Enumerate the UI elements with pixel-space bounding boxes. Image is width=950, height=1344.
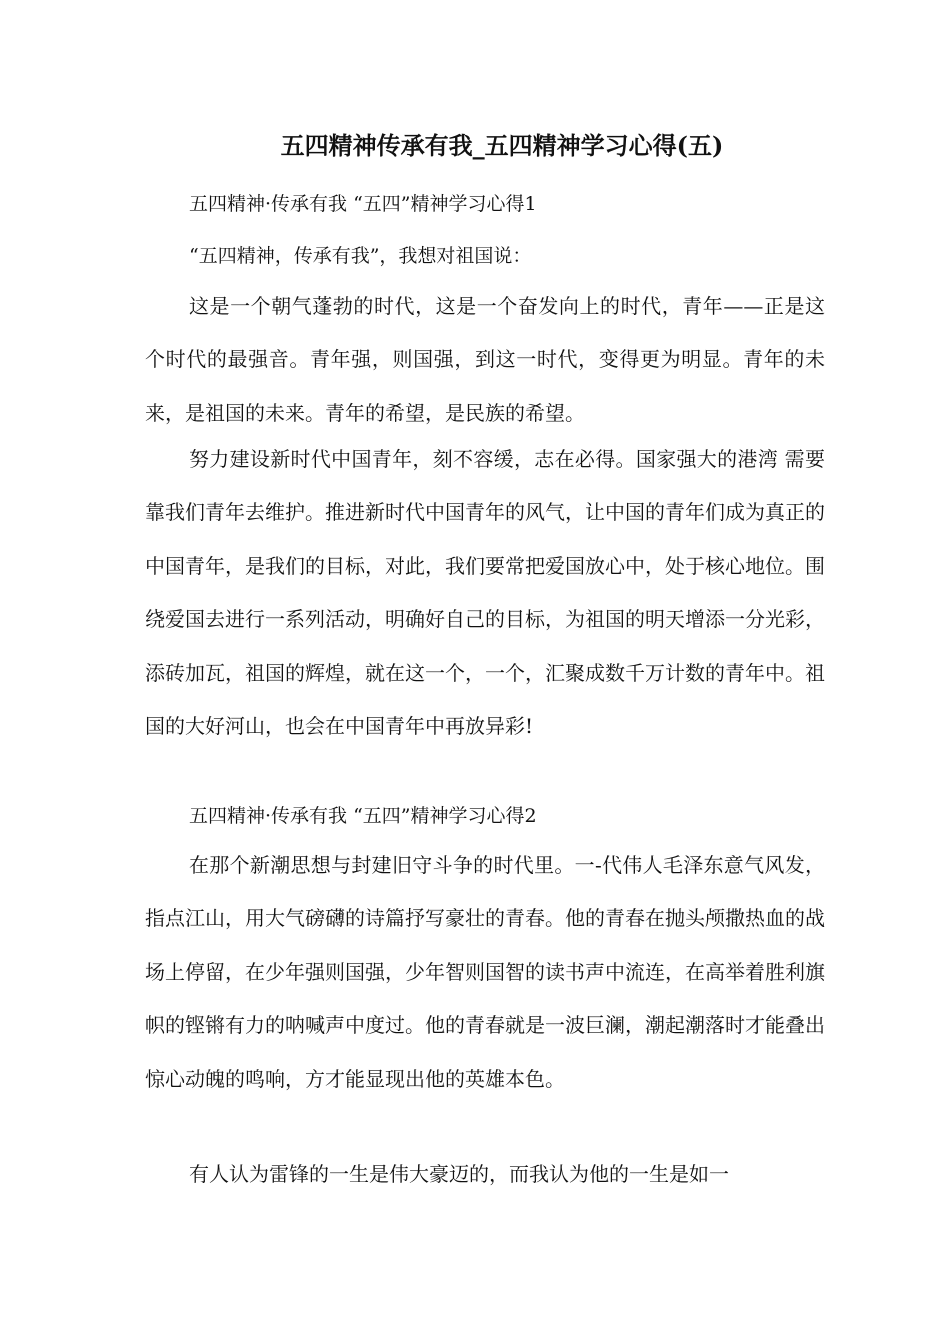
paragraph-3: 努力建设新时代中国青年，刻不容缓，志在必得。国家强大的港湾 需要靠我们青年去维护。推进新时代中国青年的风气，让中国的青年们成为真正的中国青年，是我们的目标，对此，我们要常把爱国放心中，处于核心地位。围绕爱国去进行一系列活动，明确好自己的目标，为祖国的明天增添一分光彩，添砖加瓦，祖国的辉煌，就在这一个，一个，汇聚成数千万计数的青年中。祖国的大好河山，也会在中国青年中再放异彩! <box>145 447 825 739</box>
section-heading-2: 五四精神·传承有我 “五四”精神学习心得2 <box>189 805 537 827</box>
paragraph-4: 在那个新潮思想与封建旧守斗争的时代里。一-代伟人毛泽东意气风发，指点江山，用大气磅礴的诗篇抒写豪壮的青春。他的青春在抛头颅撒热血的战场上停留，在少年强则国强，少年智则国智的读书声中流连，在高举着胜利旗帜的铿锵有力的呐喊声中度过。他的青春就是一波巨澜，潮起潮落时才能叠出惊心动魄的鸣响，方才能显现出他的英雄本色。 <box>145 853 825 1091</box>
section-heading-1: 五四精神·传承有我 “五四”精神学习心得1 <box>189 193 537 215</box>
paragraph-1: “五四精神，传承有我”，我想对祖国说： <box>189 245 532 267</box>
document-title: 五四精神传承有我_五四精神学习心得(五) <box>280 131 724 160</box>
paragraph-2: 这是一个朝气蓬勃的时代，这是一个奋发向上的时代，青年——正是这个时代的最强音。青年强，则国强，到这一时代，变得更为明显。青年的未来，是祖国的未来。青年的希望，是民族的希望。 <box>145 294 825 425</box>
paragraph-5: 有人认为雷锋的一生是伟大豪迈的，而我认为他的一生是如一 <box>189 1162 729 1186</box>
